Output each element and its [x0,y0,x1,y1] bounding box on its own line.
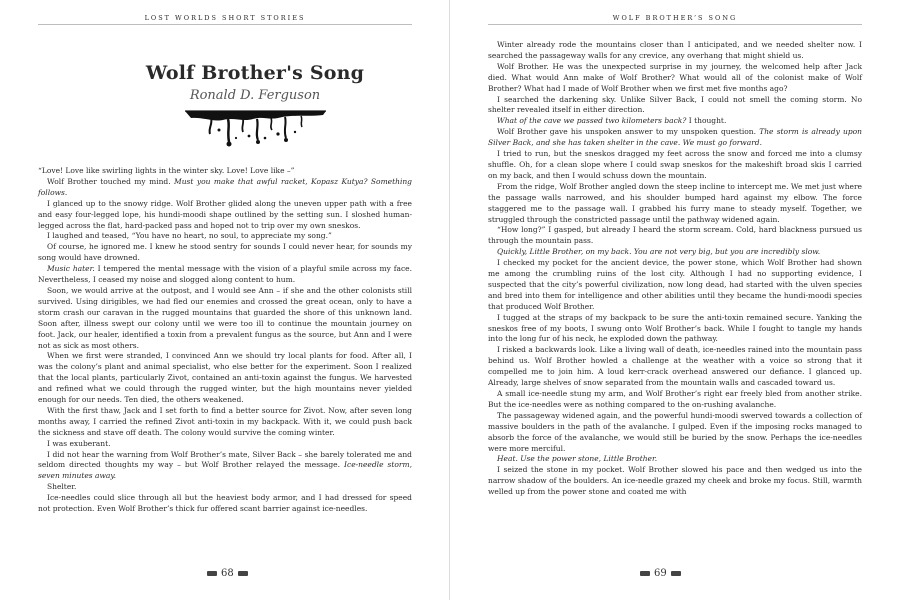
folio-ornament-icon [671,571,681,576]
paragraph: I seized the stone in my pocket. Wolf Brother slowed his pace and then wedged us into the narrow shadow of the boulders. An ice-needle grazed my cheek and broke my focus. Still, warmth welled up from the power stone and coated me with [488,465,862,497]
paragraph [38,450,412,483]
running-header-left: LOST WORLDS SHORT STORIES [144,14,306,22]
paragraph: Shelter. [47,482,77,492]
paragraph: I risked a backwards look. Like a living wall of death, ice-needles rained into the mountain pass behind us. Wolf Brother howled a challenge at the weather with a voice so strong that it compelled me to join him. A loud kerr-crack overhead answered our defiance. I glanced up. Already, large shelves of snow separated from the mountain walls and cascaded toward us. [488,345,862,388]
paragraph: I laughed and teased, “You have no heart, no soul, to appreciate my song.” [47,231,332,241]
paragraph: When we first were stranded, I convinced Ann we should try local plants for food. After all, I was the colony’s plant and animal specialist, who else better for the experiment. Soon I realized that the local plants, particularly Zivot, contained an anti-toxin against the fungus. We harvested and refined what we could through the rugged winter, but the high mountains never yielded enough for our needs. Ten died, the others weakened. [38,351,412,405]
running-header-right: WOLF BROTHER’S SONG [612,14,738,22]
paragraph: A small ice-needle stung my arm, and Wolf Brother’s right ear freely bled from another strike. But the ice-needles were as nothing compared to the on-rushing avalanche. [488,389,862,409]
italic-text: Ice-needle storm, seven minutes away. [38,460,412,481]
folio-ornament-icon [207,571,217,576]
paragraph: Winter already rode the mountains closer than I anticipated, and we needed shelter now. I searched the passageway walls for any crevice, any overhang that might shield us. [488,40,862,60]
text-run: I thought. [686,116,727,126]
left-body-text [38,166,412,515]
page-number-left [207,568,248,579]
paragraph [488,116,862,127]
right-body-text [488,40,862,498]
paragraph: Wolf Brother. He was the unexpected surprise in my journey, the welcomed help after Jack died. What would Ann make of Wolf Brother? What would all of the colonist make of Wolf Brother? What had I made of Wolf Brother when we first met five months ago? [488,61,862,93]
paragraph: I checked my pocket for the ancient device, the power stone, which Wolf Brother had shown me among the crumbling ruins of the lost city. Although I had no supporting evidence, I suspected that the city’s powerful civilization, now long dead, had started with the ulven species and bred into them for intelligence and other abilities until they became the hundi-moodi species that produced Wolf Brother. [488,258,862,311]
paragraph [488,247,862,258]
paragraph [38,264,412,286]
text-run: Wolf Brother touched my mind. [47,176,175,186]
paragraph: Of course, he ignored me. I knew he stood sentry for sounds I could never hear, for sounds my song would have drowned. [38,242,412,263]
italic-text: Must you make that awful racket, Kopasz Kutya? Something follows. [38,176,412,197]
page-number-right [640,568,681,579]
italic-text: Heat. Use the power stone, Little Brother. [497,454,658,464]
paragraph: I tugged at the straps of my backpack to be sure the anti-toxin remained secure. Yanking the sneskos free of my boots, I swung onto Wolf Brother’s back. While I fought to tangle my hands into the long fur of his neck, he exploded down the pathway. [488,312,862,344]
paragraph: Soon, we would arrive at the outpost, and I would see Ann – if she and the other colonists still survived. Using dirigibles, we had fled our enemies and crossed the great ocean, only to have a storm crash our caravan in the rugged mountains that guarded the shore of this unknown land. Soon after, illness swept our colony until we were too ill to continue the mountain journey on foot. Jack, our healer, identified a toxin from a prevalent fungus as the source, but Ann and I were not as sick as most others. [38,285,412,350]
folio-ornament-icon [238,571,248,576]
paragraph: The passageway widened again, and the powerful hundi-moodi swerved towards a collection of massive boulders in the path of the avalanche. I gulped. Even if the imposing rocks managed to absorb the force of the avalanche, we would still be buried by the snow. Perhaps the ice-needles were more merciful. [488,410,862,453]
italic-text: Quickly, Little Brother, on my back. You are not very big, but you are incredibly slow. [497,247,821,257]
folio-ornament-icon [640,571,650,576]
story-title: Wolf Brother's Song [145,62,365,84]
header-rule [488,24,862,25]
text-run: I tempered the mental message with the vision of a playful smile across my face. Nevertheless, I ceased my noise and slogged along content to hum. [38,264,412,285]
paragraph: I searched the darkening sky. Unlike Silver Back, I could not smell the coming storm. No shelter revealed itself in either direction. [488,94,862,115]
text-run: I did not hear the warning from Wolf Brother’s mate, Silver Back – she barely tolerated me and seldom directed thoughts my way – but Wolf Brother relayed the message. [38,449,412,470]
page-number: 69 [654,568,667,579]
paragraph: Ice-needles could slice through all but the heaviest body armor, and I had dressed for speed not protection. Even Wolf Brother’s thick fur offered scant barrier against ice-needles. [38,493,412,514]
paragraph: I tried to run, but the sneskos dragged my feet across the snow and forced me into a clumsy shuffle. Oh, for a clean slope where I could swap sneskos for the makeshift broad skis I carried on my back, and then I would schuss down the mountain. [488,149,862,180]
italic-text: What of the cave we passed two kilometers back? [497,116,687,126]
paragraph: With the first thaw, Jack and I set forth to find a better source for Zivot. Now, after seven long months away, I carried the refined Zivot anti-toxin in my backpack. With it, we could push back the sickness and stave off death. The colony would survive the coming winter. [38,405,412,437]
paragraph: “Love! Love like swirling lights in the winter sky. Love! Love like –” [38,166,295,175]
paragraph: “How long?” I gasped, but already I heard the storm scream. Cold, hard blackness pursued us through the mountain pass. [488,225,862,246]
text-run: Wolf Brother gave his unspoken answer to my unspoken question. [497,127,760,137]
page-number: 68 [221,568,234,579]
italic-text: The storm is already upon Silver Back, and she has taken shelter in the cave. We must go forward. [488,127,862,148]
ink-splatter-ornament-icon [183,108,328,150]
story-author: Ronald D. Ferguson [189,88,321,103]
right-page [450,0,900,600]
paragraph: I was exuberant. [47,438,111,448]
paragraph: From the ridge, Wolf Brother angled down the steep incline to intercept me. We met just where the passage walls narrowed, and his shoulder bumped hard against my elbow. The force staggered me to the passage wall. I grabbed his furry mane to steady myself. Together, we struggled through the constricted passage until the pathway widened again. [488,181,862,224]
paragraph [488,127,862,149]
header-rule [38,24,412,25]
paragraph: I glanced up to the snowy ridge. Wolf Brother glided along the uneven upper path with a free and easy four-legged lope, his hundi-moodi shape outlined by the setting sun. I sloshed human-legged across the flat, hard-packed pass and hoped not to trip over my own sneskos. [38,198,412,230]
paragraph [488,454,862,465]
paragraph [38,177,412,199]
italic-text: Music hater. [47,264,95,274]
